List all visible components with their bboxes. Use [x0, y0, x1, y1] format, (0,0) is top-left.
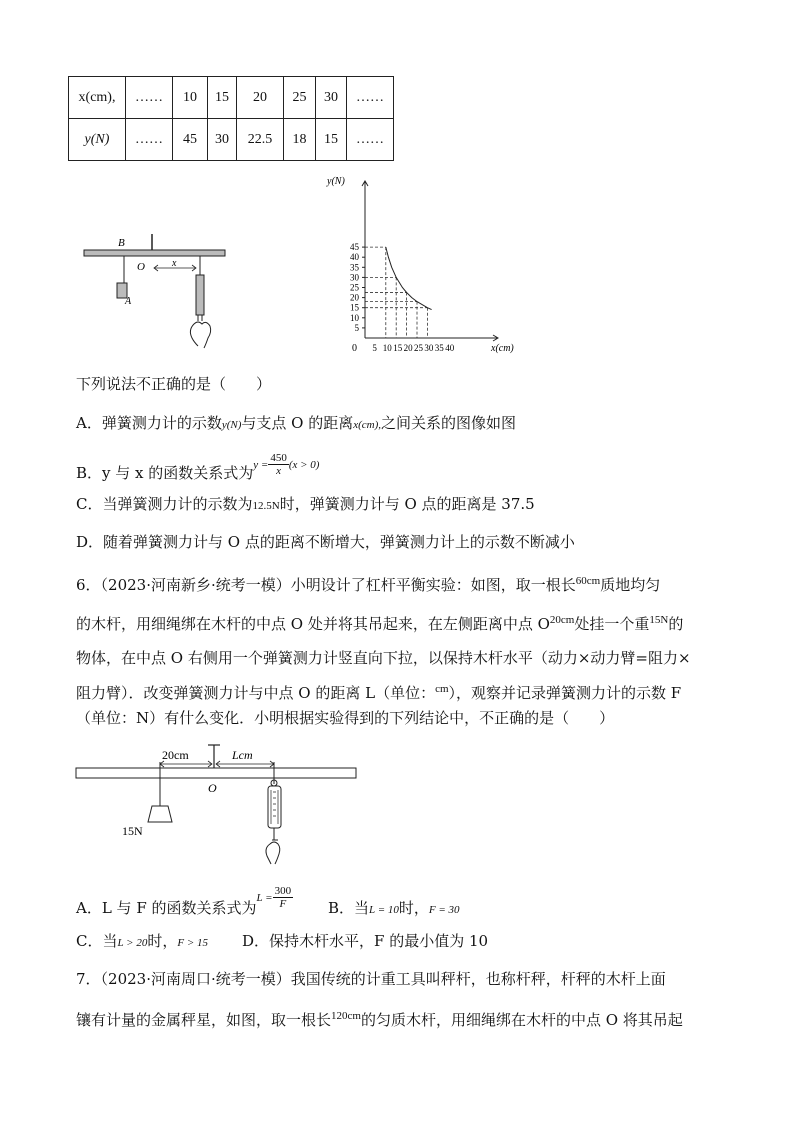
table-row-header: x(cm), [69, 77, 126, 119]
wooden-rod [76, 768, 356, 778]
q6-option-d: D．保持木杆水平，F 的最小值为 10 [242, 932, 489, 950]
table-cell: …… [347, 77, 394, 119]
y-tick-label: 15 [350, 302, 359, 313]
y-tick-label: 5 [354, 322, 359, 333]
table-cell: …… [347, 119, 394, 161]
dim-label-lcm: Lcm [232, 748, 253, 762]
q6-line-5: （单位：N）有什么变化．小明根据实验得到的下列结论中，不正确的是（ ） [76, 709, 615, 727]
table-row [69, 77, 394, 119]
weight-label: 15N [122, 824, 143, 838]
x-tick-label: 30 [424, 343, 434, 353]
table-row-header: y(N) [69, 119, 126, 161]
q6-option-b: B．当L = 10时，F = 30 [328, 899, 460, 917]
x-tick-label: 5 [372, 343, 377, 353]
table-row [69, 119, 394, 161]
q5-option-b: B．y 与 x 的函数关系式为y = $\frac{450}{x}$ (x > 0) [76, 451, 320, 482]
lever-diagram-2 [74, 740, 360, 870]
x-tick-label: 20 [403, 343, 413, 353]
x-tick-label: 40 [445, 343, 455, 353]
label-o: O [137, 261, 145, 273]
y-tick-label: 25 [350, 282, 359, 293]
y-tick-label: 35 [350, 262, 359, 273]
label-b: B [118, 237, 125, 249]
table-cell: …… [126, 77, 173, 119]
label-o: O [208, 781, 217, 795]
table-cell: 45 [173, 119, 208, 161]
x-tick-label: 25 [414, 343, 423, 353]
q7-line-2: 镶有计量的金属秤星，如图，取一根长$^{120cm}$的匀质木杆，用细绳绑在木杆的中点 O 将其吊起 [76, 1010, 683, 1029]
table-cell: 25 [284, 77, 316, 119]
hand-icon [190, 315, 210, 348]
y-tick-label: 40 [350, 252, 359, 263]
label-x: x [172, 258, 177, 269]
dim-label-20cm: 20cm [162, 748, 189, 762]
y-tick-label: 30 [350, 272, 359, 283]
q5-option-a: A．弹簧测力计的示数y(N)与支点 O 的距离x(cm),之间关系的图像如图 [76, 414, 517, 432]
function-graph [323, 170, 529, 358]
q5-stem: 下列说法不正确的是（ ） [76, 375, 272, 393]
y-axis-label: y(N) [327, 176, 345, 187]
q6-line-1: 6．（2023·河南新乡·统考一模）小明设计了杠杆平衡实验：如图，取一根长$^{60cm}$质地均匀 [76, 575, 661, 594]
x-tick-label: 15 [393, 343, 403, 353]
weight-15n [148, 806, 172, 822]
table-cell: …… [126, 119, 173, 161]
q6-option-a: A．L 与 F 的函数关系式为L = $\frac{300}{F}$ [76, 884, 292, 917]
q6-line-3: 物体，在中点 O 右侧用一个弹簧测力计竖直向下拉，以保持木杆水平（动力×动力臂=阻力× [76, 649, 691, 667]
label-a: A [125, 296, 132, 307]
hand-icon [266, 840, 280, 864]
table-cell: 15 [208, 77, 237, 119]
q7-line-1: 7．（2023·河南周口·统考一模）我国传统的计重工具叫秤杆，也称杆秤，杆秤的木杆上面 [76, 970, 666, 988]
y-tick-label: 20 [350, 292, 359, 303]
x-tick-label: 35 [434, 343, 444, 353]
origin-label: 0 [352, 343, 357, 354]
table-cell: 20 [237, 77, 284, 119]
q5-option-d: D．随着弹簧测力计与 O 点的距离不断增大，弹簧测力计上的示数不断减小 [76, 533, 575, 551]
q6-option-c: C．当L > 20时，F > 15 [76, 932, 208, 950]
inverse-curve [386, 247, 432, 310]
lever-bar [84, 250, 225, 256]
table-cell: 30 [208, 119, 237, 161]
table-cell: 18 [284, 119, 316, 161]
q6-line-4: 阻力臂）．改变弹簧测力计与中点 O 的距离 L（单位：$^{cm}$），观察并记录弹簧测力计的示数 F [76, 683, 682, 702]
q6-line-2: 的木杆，用细绳绑在木杆的中点 O 处并将其吊起来，在左侧距离中点 $O^{20cm}$处挂一个重$^{15N}$的 [76, 614, 684, 633]
table-cell: 10 [173, 77, 208, 119]
lever-diagram [78, 228, 230, 356]
x-tick-label: 10 [382, 343, 392, 353]
y-tick-label: 10 [350, 312, 359, 323]
q5-option-c: C．当弹簧测力计的示数为12.5N时，弹簧测力计与 O 点的距离是 37.5 [76, 495, 535, 513]
table-cell: 30 [316, 77, 347, 119]
table-cell: 22.5 [237, 119, 284, 161]
x-axis-label: x(cm) [491, 343, 514, 354]
data-table [68, 76, 394, 161]
spring-scale [196, 275, 204, 315]
y-tick-label: 45 [350, 242, 359, 253]
table-cell: 15 [316, 119, 347, 161]
